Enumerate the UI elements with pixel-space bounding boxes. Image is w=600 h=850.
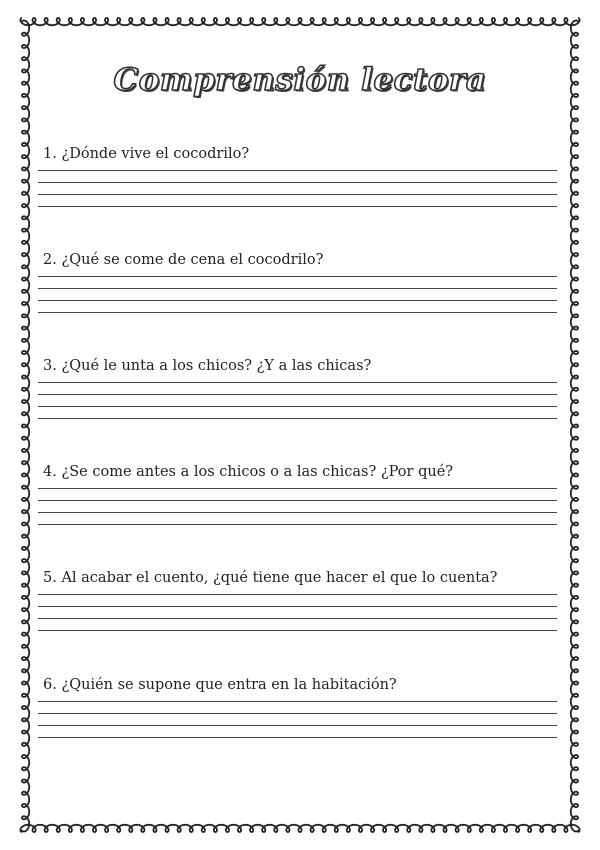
border-curl [20,18,579,25]
answer-line[interactable] [38,288,557,289]
answer-line[interactable] [38,524,557,525]
question-text: 5. Al acabar el cuento, ¿qué tiene que hacer el que lo cuenta? [43,570,498,586]
question-text: 6. ¿Quién se supone que entra en la habitación? [43,677,397,693]
answer-lines [38,488,557,536]
question-text: 4. ¿Se come antes a los chicos o a las chicas? ¿Por qué? [43,464,454,480]
question-text: 3. ¿Qué le unta a los chicos? ¿Y a las chicas? [43,358,372,374]
answer-line[interactable] [38,406,557,407]
question-text: 2. ¿Qué se come de cena el cocodrilo? [43,252,324,268]
border-curl [22,21,29,832]
answer-lines [38,276,557,324]
answer-line[interactable] [38,737,557,738]
answer-line[interactable] [38,618,557,619]
answer-line[interactable] [38,713,557,714]
answer-lines [38,701,557,749]
answer-line[interactable] [38,630,557,631]
border-curl [571,21,578,832]
answer-line[interactable] [38,170,557,171]
border-curl [20,825,579,832]
answer-line[interactable] [38,300,557,301]
answer-line[interactable] [38,206,557,207]
answer-line[interactable] [38,312,557,313]
answer-line[interactable] [38,512,557,513]
answer-line[interactable] [38,500,557,501]
answer-line[interactable] [38,194,557,195]
answer-line[interactable] [38,594,557,595]
answer-line[interactable] [38,394,557,395]
answer-line[interactable] [38,701,557,702]
answer-line[interactable] [38,418,557,419]
answer-line[interactable] [38,382,557,383]
answer-line[interactable] [38,276,557,277]
answer-line[interactable] [38,182,557,183]
answer-line[interactable] [38,488,557,489]
answer-lines [38,170,557,218]
worksheet-title: Comprensión lectora [113,62,487,98]
answer-line[interactable] [38,725,557,726]
answer-lines [38,382,557,430]
answer-line[interactable] [38,606,557,607]
answer-lines [38,594,557,642]
question-text: 1. ¿Dónde vive el cocodrilo? [43,146,250,162]
